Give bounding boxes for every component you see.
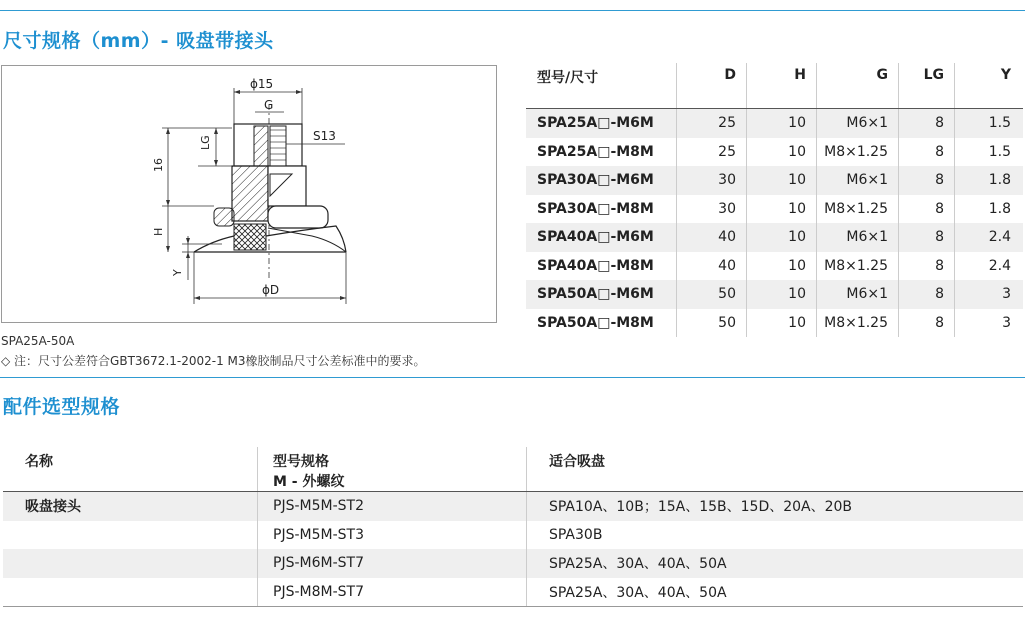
table-row [526, 138, 1023, 167]
acc-cell-name [3, 549, 258, 578]
cell-g: M8×1.25 [817, 138, 899, 167]
cell-g: M6×1 [817, 109, 899, 138]
acc-cell-model: PJS-M5M-ST2 [258, 492, 527, 521]
cell-h: 10 [747, 195, 817, 224]
label-H: H [152, 227, 165, 236]
cell-model: SPA50A□-M6M [526, 280, 677, 309]
acc-cell-model: PJS-M5M-ST3 [258, 521, 527, 550]
acc-cell-name: 吸盘接头 [3, 492, 258, 521]
cell-lg: 8 [899, 280, 955, 309]
cell-d: 30 [677, 166, 747, 195]
table-row [526, 223, 1023, 252]
table-row [526, 195, 1023, 224]
spec-table [526, 63, 1023, 337]
cell-y: 1.5 [988, 143, 1011, 160]
acc-header-fit: 适合吸盘 [527, 447, 1024, 492]
cell-y: 3 [955, 280, 1024, 309]
cell-lg: 8 [899, 223, 955, 252]
table-row [526, 252, 1023, 281]
spec-header-row [526, 63, 1023, 109]
acc-cell-fit: SPA30B [549, 526, 603, 543]
cell-model: SPA50A□-M8M [526, 309, 677, 338]
cell-y: 3 [1002, 314, 1011, 331]
label-Y: Y [171, 269, 184, 276]
accessory-table [3, 447, 1023, 607]
acc-cell-model: PJS-M8M-ST7 [258, 578, 527, 607]
cell-d: 40 [677, 223, 747, 252]
acc-cell-fit: SPA10A、10B；15A、15B、15D、20A、20B [527, 492, 1024, 521]
cell-h: 10 [747, 109, 817, 138]
acc-cell-fit: SPA25A、30A、40A、50A [527, 549, 1024, 578]
table-row [526, 166, 1023, 195]
cell-h: 10 [747, 280, 817, 309]
acc-cell-model: PJS-M6M-ST7 [258, 549, 527, 578]
table-row [526, 309, 1023, 338]
cell-g: M8×1.25 [817, 309, 899, 338]
cell-y: 1.8 [955, 166, 1024, 195]
cell-h: 10 [747, 223, 817, 252]
technical-drawing [1, 65, 497, 323]
drawing-caption: SPA25A-50A [1, 334, 75, 348]
cell-y: 2.4 [988, 257, 1011, 274]
cell-h: 10 [747, 252, 817, 281]
cell-y: 1.8 [988, 200, 1011, 217]
drawing-svg [2, 66, 496, 322]
label-LG: LG [199, 135, 212, 150]
cell-d: 50 [677, 309, 747, 338]
cell-model: SPA30A□-M8M [526, 195, 677, 224]
spec-header-model: 型号/尺寸 [526, 63, 677, 109]
cell-g: M6×1 [817, 166, 899, 195]
cell-model: SPA25A□-M6M [526, 109, 677, 138]
label-16: 16 [152, 158, 165, 172]
cell-d: 40 [677, 252, 747, 281]
cell-g: M8×1.25 [817, 252, 899, 281]
acc-cell-fit: SPA25A、30A、40A、50A [527, 578, 1024, 607]
cell-d: 30 [677, 195, 747, 224]
acc-header-model-line2: M - 外螺纹 [273, 474, 345, 490]
table-row [3, 521, 1023, 550]
label-phi15: ϕ15 [250, 77, 274, 91]
acc-header-model-line1: 型号规格 [273, 454, 329, 470]
label-phiD: ϕD [262, 283, 280, 297]
acc-header-name: 名称 [3, 447, 258, 492]
spec-header-lg: LG [899, 63, 955, 109]
table-row [526, 109, 1023, 138]
acc-cell-name [3, 578, 258, 607]
spec-header-g: G [817, 63, 899, 109]
cell-y: 1.5 [955, 109, 1024, 138]
cell-lg: 8 [899, 138, 955, 167]
spec-header-d: D [677, 63, 747, 109]
cell-lg: 8 [899, 166, 955, 195]
cell-d: 25 [677, 138, 747, 167]
spec-header-h: H [747, 63, 817, 109]
label-S13: S13 [313, 129, 336, 143]
cell-y: 2.4 [955, 223, 1024, 252]
acc-cell-name [3, 521, 258, 550]
cell-lg: 8 [899, 109, 955, 138]
table-row [3, 492, 1023, 521]
cell-lg: 8 [899, 195, 955, 224]
cell-h: 10 [747, 166, 817, 195]
cell-model: SPA30A□-M6M [526, 166, 677, 195]
cell-model: SPA40A□-M6M [526, 223, 677, 252]
top-divider [0, 10, 1025, 11]
cell-model: SPA25A□-M8M [526, 138, 677, 167]
cell-lg: 8 [899, 252, 955, 281]
table-row [526, 280, 1023, 309]
cell-g: M6×1 [817, 223, 899, 252]
tolerance-note: ◇ 注：尺寸公差符合GBT3672.1-2002-1 M3橡胶制品尺寸公差标准中的要求。 [1, 354, 426, 368]
spec-header-y: Y [955, 63, 1024, 109]
cell-g: M8×1.25 [817, 195, 899, 224]
section-title-dimensions: 尺寸规格（mm）- 吸盘带接头 [3, 30, 274, 52]
table-row [3, 549, 1023, 578]
cell-d: 25 [677, 109, 747, 138]
section-title-accessories: 配件选型规格 [3, 396, 121, 418]
acc-header-row [3, 447, 1023, 492]
cell-lg: 8 [899, 309, 955, 338]
acc-header-model [258, 447, 527, 492]
cell-model: SPA40A□-M8M [526, 252, 677, 281]
cell-g: M6×1 [817, 280, 899, 309]
label-G: G [264, 98, 274, 112]
section-divider [0, 377, 1025, 378]
cell-h: 10 [747, 138, 817, 167]
cell-h: 10 [747, 309, 817, 338]
cell-d: 50 [677, 280, 747, 309]
table-row [3, 578, 1023, 607]
